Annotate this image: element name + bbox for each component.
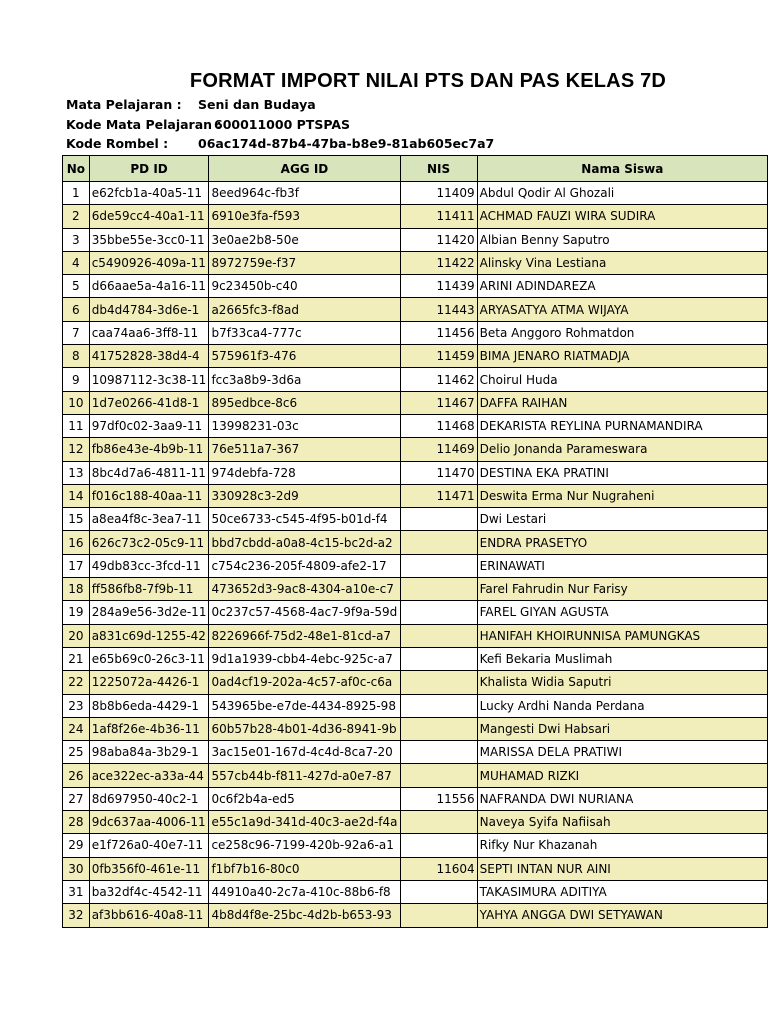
table-row <box>63 694 768 717</box>
cell-nama-siswa: Beta Anggoro Rohmatdon <box>477 321 767 344</box>
cell-nama-siswa: Lucky Ardhi Nanda Perdana <box>477 694 767 717</box>
cell-pd-id: 98aba84a-3b29-1 <box>89 741 209 764</box>
cell-pd-id: e62fcb1a-40a5-11 <box>89 182 209 205</box>
cell-agg-id: f1bf7b16-80c0 <box>209 857 400 880</box>
kode-rombel-value: 06ac174d-87b4-47ba-b8e9-81ab605ec7a7 <box>198 136 495 151</box>
cell-nis <box>400 764 477 787</box>
cell-no: 27 <box>63 787 90 810</box>
cell-agg-id: 3e0ae2b8-50e <box>209 228 400 251</box>
cell-no: 10 <box>63 391 90 414</box>
cell-nama-siswa: ACHMAD FAUZI WIRA SUDIRA <box>477 205 767 228</box>
cell-agg-id: ce258c96-7199-420b-92a6-a1 <box>209 834 400 857</box>
cell-agg-id: 9d1a1939-cbb4-4ebc-925c-a7 <box>209 647 400 670</box>
cell-no: 21 <box>63 647 90 670</box>
cell-pd-id: 10987112-3c38-11 <box>89 368 209 391</box>
cell-no: 31 <box>63 880 90 903</box>
cell-agg-id: 330928c3-2d9 <box>209 484 400 507</box>
cell-pd-id: 6de59cc4-40a1-11 <box>89 205 209 228</box>
cell-no: 25 <box>63 741 90 764</box>
cell-nama-siswa: Choirul Huda <box>477 368 767 391</box>
cell-nama-siswa: MUHAMAD RIZKI <box>477 764 767 787</box>
table-row <box>63 764 768 787</box>
cell-nama-siswa: TAKASIMURA ADITIYA <box>477 880 767 903</box>
table-row <box>63 647 768 670</box>
cell-agg-id: 895edbce-8c6 <box>209 391 400 414</box>
cell-no: 26 <box>63 764 90 787</box>
cell-nis <box>400 624 477 647</box>
table-row <box>63 461 768 484</box>
cell-nis: 11459 <box>400 345 477 368</box>
cell-nis <box>400 834 477 857</box>
cell-pd-id: 49db83cc-3fcd-11 <box>89 554 209 577</box>
cell-pd-id: 8bc4d7a6-4811-11 <box>89 461 209 484</box>
cell-nis: 11470 <box>400 461 477 484</box>
cell-nis <box>400 578 477 601</box>
cell-nis <box>400 904 477 927</box>
cell-nis: 11467 <box>400 391 477 414</box>
table-row <box>63 345 768 368</box>
cell-nis <box>400 671 477 694</box>
cell-nama-siswa: Khalista Widia Saputri <box>477 671 767 694</box>
cell-nama-siswa: SEPTI INTAN NUR AINI <box>477 857 767 880</box>
cell-no: 8 <box>63 345 90 368</box>
cell-nis <box>400 508 477 531</box>
cell-agg-id: 4b8d4f8e-25bc-4d2b-b653-93 <box>209 904 400 927</box>
cell-nis: 11468 <box>400 414 477 437</box>
cell-agg-id: bbd7cbdd-a0a8-4c15-bc2d-a2 <box>209 531 400 554</box>
cell-agg-id: 543965be-e7de-4434-8925-98 <box>209 694 400 717</box>
cell-no: 29 <box>63 834 90 857</box>
cell-agg-id: 3ac15e01-167d-4c4d-8ca7-20 <box>209 741 400 764</box>
cell-pd-id: af3bb616-40a8-11 <box>89 904 209 927</box>
cell-pd-id: 0fb356f0-461e-11 <box>89 857 209 880</box>
cell-no: 3 <box>63 228 90 251</box>
cell-no: 15 <box>63 508 90 531</box>
table-row <box>63 391 768 414</box>
cell-pd-id: ba32df4c-4542-11 <box>89 880 209 903</box>
cell-no: 7 <box>63 321 90 344</box>
table-row <box>63 298 768 321</box>
header-agg-id: AGG ID <box>209 156 400 182</box>
table-row <box>63 717 768 740</box>
cell-pd-id: e1f726a0-40e7-11 <box>89 834 209 857</box>
cell-no: 19 <box>63 601 90 624</box>
cell-pd-id: a831c69d-1255-42 <box>89 624 209 647</box>
cell-nis <box>400 717 477 740</box>
cell-no: 11 <box>63 414 90 437</box>
table-row <box>63 508 768 531</box>
cell-nama-siswa: Mangesti Dwi Habsari <box>477 717 767 740</box>
cell-nis <box>400 554 477 577</box>
cell-pd-id: d66aae5a-4a16-11 <box>89 275 209 298</box>
cell-pd-id: 1d7e0266-41d8-1 <box>89 391 209 414</box>
cell-no: 32 <box>63 904 90 927</box>
cell-no: 12 <box>63 438 90 461</box>
header-nis: NIS <box>400 156 477 182</box>
table-row <box>63 321 768 344</box>
cell-agg-id: 60b57b28-4b01-4d36-8941-9b <box>209 717 400 740</box>
cell-pd-id: 35bbe55e-3cc0-11 <box>89 228 209 251</box>
cell-nama-siswa: Naveya Syifa Nafiisah <box>477 811 767 834</box>
cell-nama-siswa: ARYASATYA ATMA WIJAYA <box>477 298 767 321</box>
cell-pd-id: 8b8b6eda-4429-1 <box>89 694 209 717</box>
cell-no: 23 <box>63 694 90 717</box>
cell-no: 6 <box>63 298 90 321</box>
table-row <box>63 624 768 647</box>
table-body <box>63 182 768 928</box>
cell-pd-id: 1af8f26e-4b36-11 <box>89 717 209 740</box>
cell-nama-siswa: ENDRA PRASETYO <box>477 531 767 554</box>
cell-nama-siswa: BIMA JENARO RIATMADJA <box>477 345 767 368</box>
cell-no: 1 <box>63 182 90 205</box>
table-row <box>63 228 768 251</box>
table-row <box>63 414 768 437</box>
cell-pd-id: a8ea4f8c-3ea7-11 <box>89 508 209 531</box>
cell-nama-siswa: HANIFAH KHOIRUNNISA PAMUNGKAS <box>477 624 767 647</box>
table-row <box>63 787 768 810</box>
cell-agg-id: 9c23450b-c40 <box>209 275 400 298</box>
cell-nis: 11420 <box>400 228 477 251</box>
cell-pd-id: 9dc637aa-4006-11 <box>89 811 209 834</box>
cell-nis: 11469 <box>400 438 477 461</box>
mata-pelajaran-value: Seni dan Budaya <box>198 97 316 112</box>
cell-nama-siswa: NAFRANDA DWI NURIANA <box>477 787 767 810</box>
cell-no: 20 <box>63 624 90 647</box>
cell-nis: 11556 <box>400 787 477 810</box>
cell-nis <box>400 741 477 764</box>
cell-nis: 11471 <box>400 484 477 507</box>
table-row <box>63 554 768 577</box>
table-row <box>63 205 768 228</box>
cell-pd-id: 284a9e56-3d2e-11 <box>89 601 209 624</box>
mata-pelajaran-row <box>66 97 316 112</box>
cell-nama-siswa: ARINI ADINDAREZA <box>477 275 767 298</box>
cell-pd-id: 626c73c2-05c9-11 <box>89 531 209 554</box>
cell-agg-id: 50ce6733-c545-4f95-b01d-f4 <box>209 508 400 531</box>
cell-pd-id: 8d697950-40c2-1 <box>89 787 209 810</box>
table-row <box>63 251 768 274</box>
cell-pd-id: e65b69c0-26c3-11 <box>89 647 209 670</box>
table-row <box>63 601 768 624</box>
cell-pd-id: 1225072a-4426-1 <box>89 671 209 694</box>
cell-no: 30 <box>63 857 90 880</box>
table-row <box>63 857 768 880</box>
kode-rombel-row <box>66 136 495 151</box>
cell-nama-siswa: Alinsky Vina Lestiana <box>477 251 767 274</box>
cell-nama-siswa: YAHYA ANGGA DWI SETYAWAN <box>477 904 767 927</box>
cell-nis: 11462 <box>400 368 477 391</box>
cell-pd-id: 97df0c02-3aa9-11 <box>89 414 209 437</box>
cell-pd-id: ace322ec-a33a-44 <box>89 764 209 787</box>
mata-pelajaran-label: Mata Pelajaran : <box>66 97 182 112</box>
cell-agg-id: a2665fc3-f8ad <box>209 298 400 321</box>
cell-agg-id: 974debfa-728 <box>209 461 400 484</box>
cell-no: 2 <box>63 205 90 228</box>
table-row <box>63 741 768 764</box>
cell-agg-id: c754c236-205f-4809-afe2-17 <box>209 554 400 577</box>
cell-agg-id: e55c1a9d-341d-40c3-ae2d-f4a <box>209 811 400 834</box>
cell-nis <box>400 647 477 670</box>
cell-agg-id: 473652d3-9ac8-4304-a10e-c7 <box>209 578 400 601</box>
cell-agg-id: 13998231-03c <box>209 414 400 437</box>
cell-nama-siswa: DAFFA RAIHAN <box>477 391 767 414</box>
document-title: FORMAT IMPORT NILAI PTS DAN PAS KELAS 7D <box>189 70 667 92</box>
cell-agg-id: 557cb44b-f811-427d-a0e7-87 <box>209 764 400 787</box>
cell-nis: 11439 <box>400 275 477 298</box>
cell-agg-id: 8972759e-f37 <box>209 251 400 274</box>
cell-nis <box>400 880 477 903</box>
cell-nis: 11604 <box>400 857 477 880</box>
header-nama-siswa: Nama Siswa <box>477 156 767 182</box>
table-row <box>63 368 768 391</box>
cell-nama-siswa: Delio Jonanda Parameswara <box>477 438 767 461</box>
cell-nis: 11443 <box>400 298 477 321</box>
cell-nis: 11456 <box>400 321 477 344</box>
cell-nis <box>400 601 477 624</box>
student-table <box>62 155 768 928</box>
cell-pd-id: c5490926-409a-11 <box>89 251 209 274</box>
cell-agg-id: 575961f3-476 <box>209 345 400 368</box>
cell-no: 13 <box>63 461 90 484</box>
cell-no: 18 <box>63 578 90 601</box>
cell-nama-siswa: Albian Benny Saputro <box>477 228 767 251</box>
cell-nama-siswa: ERINAWATI <box>477 554 767 577</box>
cell-nis: 11409 <box>400 182 477 205</box>
cell-nama-siswa: Kefi Bekaria Muslimah <box>477 647 767 670</box>
cell-no: 28 <box>63 811 90 834</box>
table-row <box>63 531 768 554</box>
cell-pd-id: ff586fb8-7f9b-11 <box>89 578 209 601</box>
cell-agg-id: 0c6f2b4a-ed5 <box>209 787 400 810</box>
cell-no: 14 <box>63 484 90 507</box>
cell-nis <box>400 694 477 717</box>
cell-nama-siswa: Rifky Nur Khazanah <box>477 834 767 857</box>
cell-agg-id: 6910e3fa-f593 <box>209 205 400 228</box>
cell-nis: 11422 <box>400 251 477 274</box>
table-row <box>63 671 768 694</box>
cell-pd-id: caa74aa6-3ff8-11 <box>89 321 209 344</box>
cell-nis: 11411 <box>400 205 477 228</box>
cell-no: 9 <box>63 368 90 391</box>
cell-agg-id: 8eed964c-fb3f <box>209 182 400 205</box>
cell-agg-id: 44910a40-2c7a-410c-88b6-f8 <box>209 880 400 903</box>
table-row <box>63 904 768 927</box>
cell-no: 16 <box>63 531 90 554</box>
kode-rombel-label: Kode Rombel : <box>66 136 169 151</box>
kode-mapel-row <box>66 117 351 132</box>
table-row <box>63 834 768 857</box>
cell-no: 24 <box>63 717 90 740</box>
cell-nama-siswa: DESTINA EKA PRATINI <box>477 461 767 484</box>
table-row <box>63 484 768 507</box>
table-row <box>63 438 768 461</box>
cell-agg-id: 0ad4cf19-202a-4c57-af0c-c6a <box>209 671 400 694</box>
table-row <box>63 275 768 298</box>
cell-agg-id: 8226966f-75d2-48e1-81cd-a7 <box>209 624 400 647</box>
cell-pd-id: db4d4784-3d6e-1 <box>89 298 209 321</box>
cell-pd-id: fb86e43e-4b9b-11 <box>89 438 209 461</box>
kode-mapel-label: Kode Mata Pelajaran : <box>66 117 222 132</box>
cell-nis <box>400 531 477 554</box>
table-row <box>63 182 768 205</box>
cell-no: 4 <box>63 251 90 274</box>
table-header-row <box>63 156 768 182</box>
cell-pd-id: 41752828-38d4-4 <box>89 345 209 368</box>
header-no: No <box>63 156 90 182</box>
cell-nama-siswa: FAREL GIYAN AGUSTA <box>477 601 767 624</box>
cell-agg-id: 0c237c57-4568-4ac7-9f9a-59d <box>209 601 400 624</box>
cell-no: 5 <box>63 275 90 298</box>
cell-nis <box>400 811 477 834</box>
cell-no: 17 <box>63 554 90 577</box>
kode-mapel-value: 600011000 PTSPAS <box>214 117 351 132</box>
cell-nama-siswa: Farel Fahrudin Nur Farisy <box>477 578 767 601</box>
cell-no: 22 <box>63 671 90 694</box>
cell-nama-siswa: Deswita Erma Nur Nugraheni <box>477 484 767 507</box>
cell-nama-siswa: MARISSA DELA PRATIWI <box>477 741 767 764</box>
cell-nama-siswa: Abdul Qodir Al Ghozali <box>477 182 767 205</box>
cell-agg-id: fcc3a8b9-3d6a <box>209 368 400 391</box>
cell-agg-id: b7f33ca4-777c <box>209 321 400 344</box>
table-row <box>63 880 768 903</box>
cell-nama-siswa: Dwi Lestari <box>477 508 767 531</box>
cell-nama-siswa: DEKARISTA REYLINA PURNAMANDIRA <box>477 414 767 437</box>
header-pd-id: PD ID <box>89 156 209 182</box>
table-row <box>63 578 768 601</box>
cell-agg-id: 76e511a7-367 <box>209 438 400 461</box>
cell-pd-id: f016c188-40aa-11 <box>89 484 209 507</box>
table-row <box>63 811 768 834</box>
